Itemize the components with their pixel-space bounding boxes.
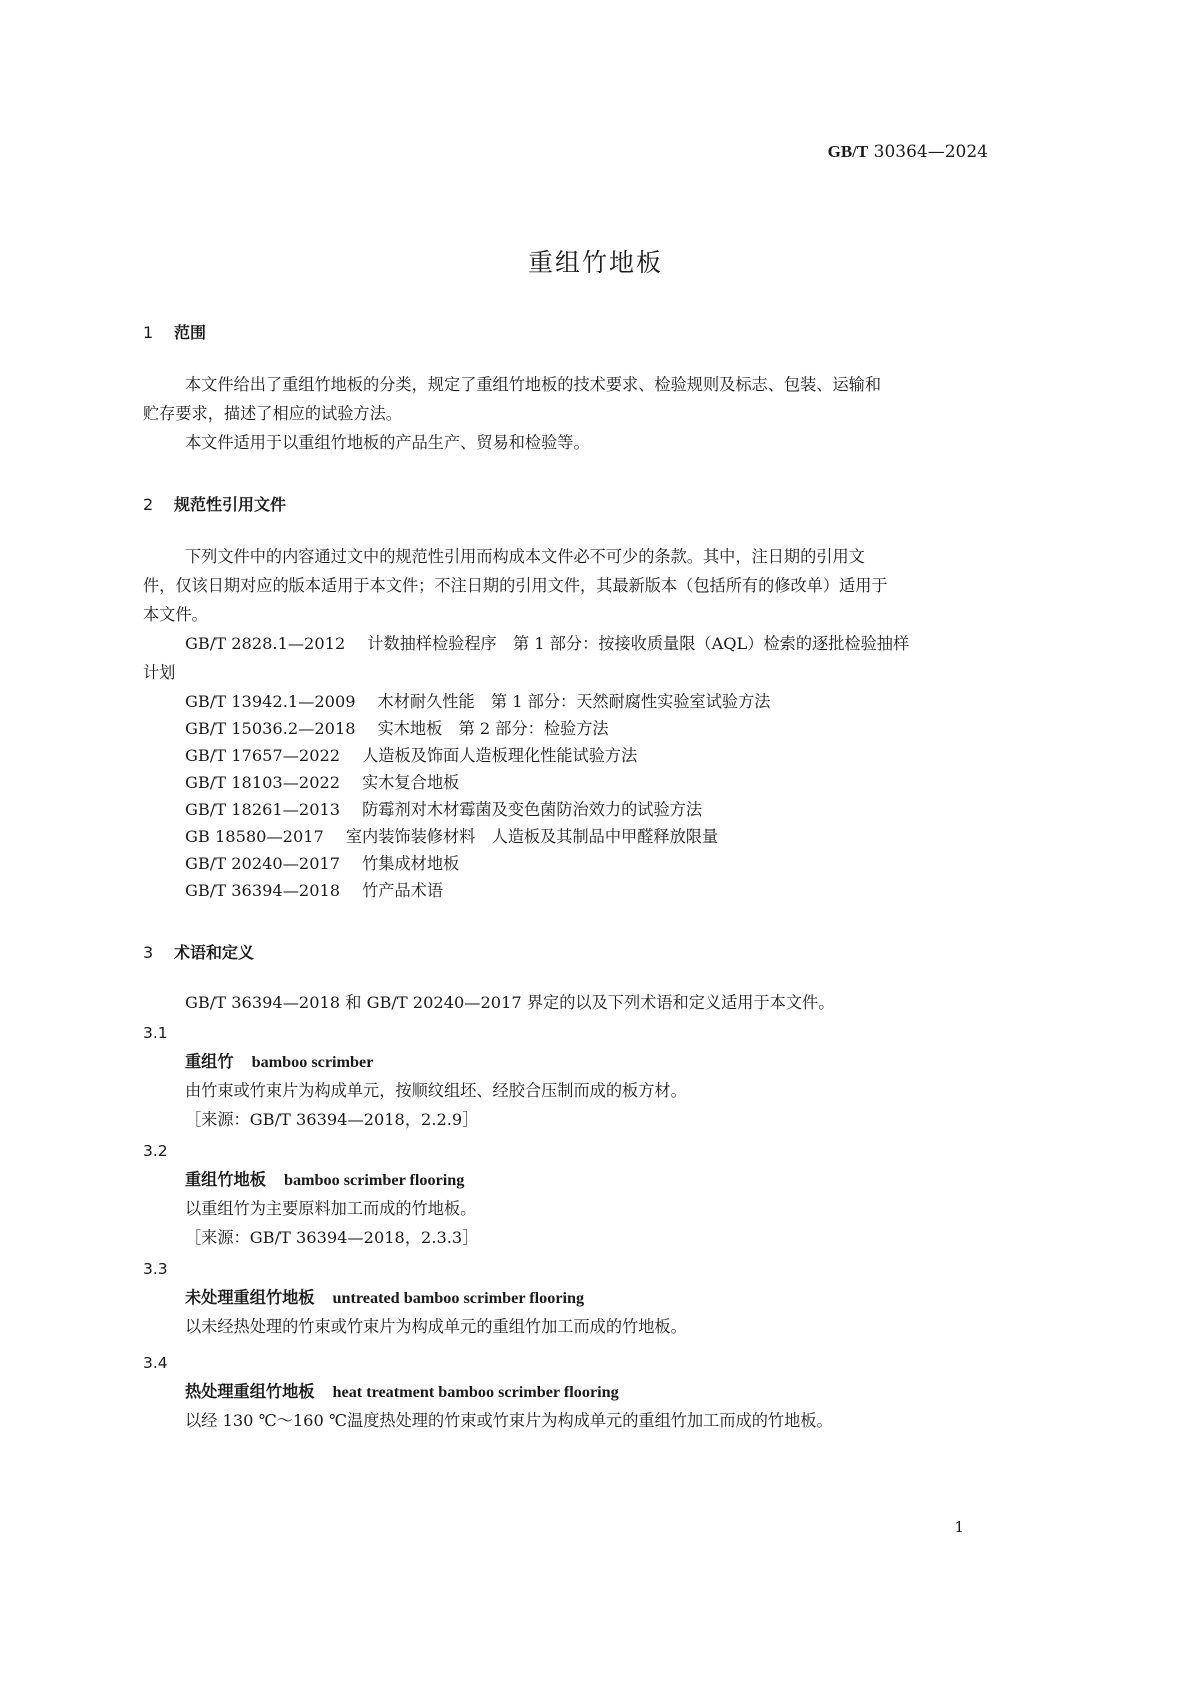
term-number: 3.1 [143, 1024, 168, 1042]
reference-item: GB 18580—2017 室内装饰装修材料 人造板及其制品中甲醛释放限量 [185, 827, 719, 846]
reference-item-continuation: 计划 [143, 663, 176, 682]
page-number: 1 [954, 1518, 964, 1536]
term-source: ［来源：GB/T 36394—2018，2.3.3］ [185, 1228, 479, 1247]
section-2-intro-line-1: 下列文件中的内容通过文中的规范性引用而构成本文件必不可少的条款。其中，注日期的引用文 [185, 547, 865, 566]
term-heading: 重组竹地板 bamboo scrimber flooring [185, 1170, 465, 1189]
term-number: 3.4 [143, 1354, 168, 1372]
reference-item: GB/T 2828.1—2012 计数抽样检验程序 第 1 部分：按接收质量限（AQL）检索的逐批检验抽样 [185, 634, 910, 653]
reference-item: GB/T 13942.1—2009 木材耐久性能 第 1 部分：天然耐腐性实验室试验方法 [185, 692, 771, 711]
reference-item: GB/T 20240—2017 竹集成材地板 [185, 854, 460, 873]
reference-item: GB/T 15036.2—2018 实木地板 第 2 部分：检验方法 [185, 719, 609, 738]
term-heading: 重组竹 bamboo scrimber [185, 1052, 374, 1071]
section-1-heading: 1 范围 [143, 323, 207, 342]
term-definition: 以经 130 ℃～160 ℃温度热处理的竹束或竹束片为构成单元的重组竹加工而成的竹地板。 [185, 1411, 833, 1430]
term-source: ［来源：GB/T 36394—2018，2.2.9］ [185, 1110, 479, 1129]
term-definition: 以重组竹为主要原料加工而成的竹地板。 [185, 1199, 477, 1218]
section-1-para-1-line-2: 贮存要求，描述了相应的试验方法。 [143, 404, 402, 423]
reference-item: GB/T 36394—2018 竹产品术语 [185, 881, 444, 900]
term-number: 3.3 [143, 1260, 168, 1278]
term-definition: 以未经热处理的竹束或竹束片为构成单元的重组竹加工而成的竹地板。 [185, 1317, 687, 1336]
term-heading: 未处理重组竹地板 untreated bamboo scrimber flooring [185, 1288, 585, 1307]
standard-prefix: GB/T [827, 142, 869, 161]
section-2-intro-line-2: 件，仅该日期对应的版本适用于本文件；不注日期的引用文件，其最新版本（包括所有的修改单）适用于 [143, 576, 888, 595]
reference-item: GB/T 17657—2022 人造板及饰面人造板理化性能试验方法 [185, 746, 638, 765]
section-1-para-1-line-1: 本文件给出了重组竹地板的分类，规定了重组竹地板的技术要求、检验规则及标志、包装、运输和 [185, 375, 882, 394]
term-definition: 由竹束或竹束片为构成单元，按顺纹组坯、经胶合压制而成的板方材。 [185, 1081, 687, 1100]
section-3-intro: GB/T 36394—2018 和 GB/T 20240—2017 界定的以及下列术语和定义适用于本文件。 [185, 993, 835, 1012]
term-heading: 热处理重组竹地板 heat treatment bamboo scrimber flooring [185, 1382, 619, 1401]
standard-number: 30364—2024 [873, 142, 988, 162]
reference-item: GB/T 18261—2013 防霉剂对木材霉菌及变色菌防治效力的试验方法 [185, 800, 703, 819]
section-2-heading: 2 规范性引用文件 [143, 495, 287, 514]
reference-item: GB/T 18103—2022 实木复合地板 [185, 773, 460, 792]
term-number: 3.2 [143, 1142, 168, 1160]
section-2-intro-line-3: 本文件。 [143, 605, 208, 624]
section-1-para-2: 本文件适用于以重组竹地板的产品生产、贸易和检验等。 [185, 433, 590, 452]
standard-code [828, 142, 988, 162]
section-3-heading: 3 术语和定义 [143, 943, 255, 962]
document-title: 重组竹地板 [527, 248, 663, 277]
